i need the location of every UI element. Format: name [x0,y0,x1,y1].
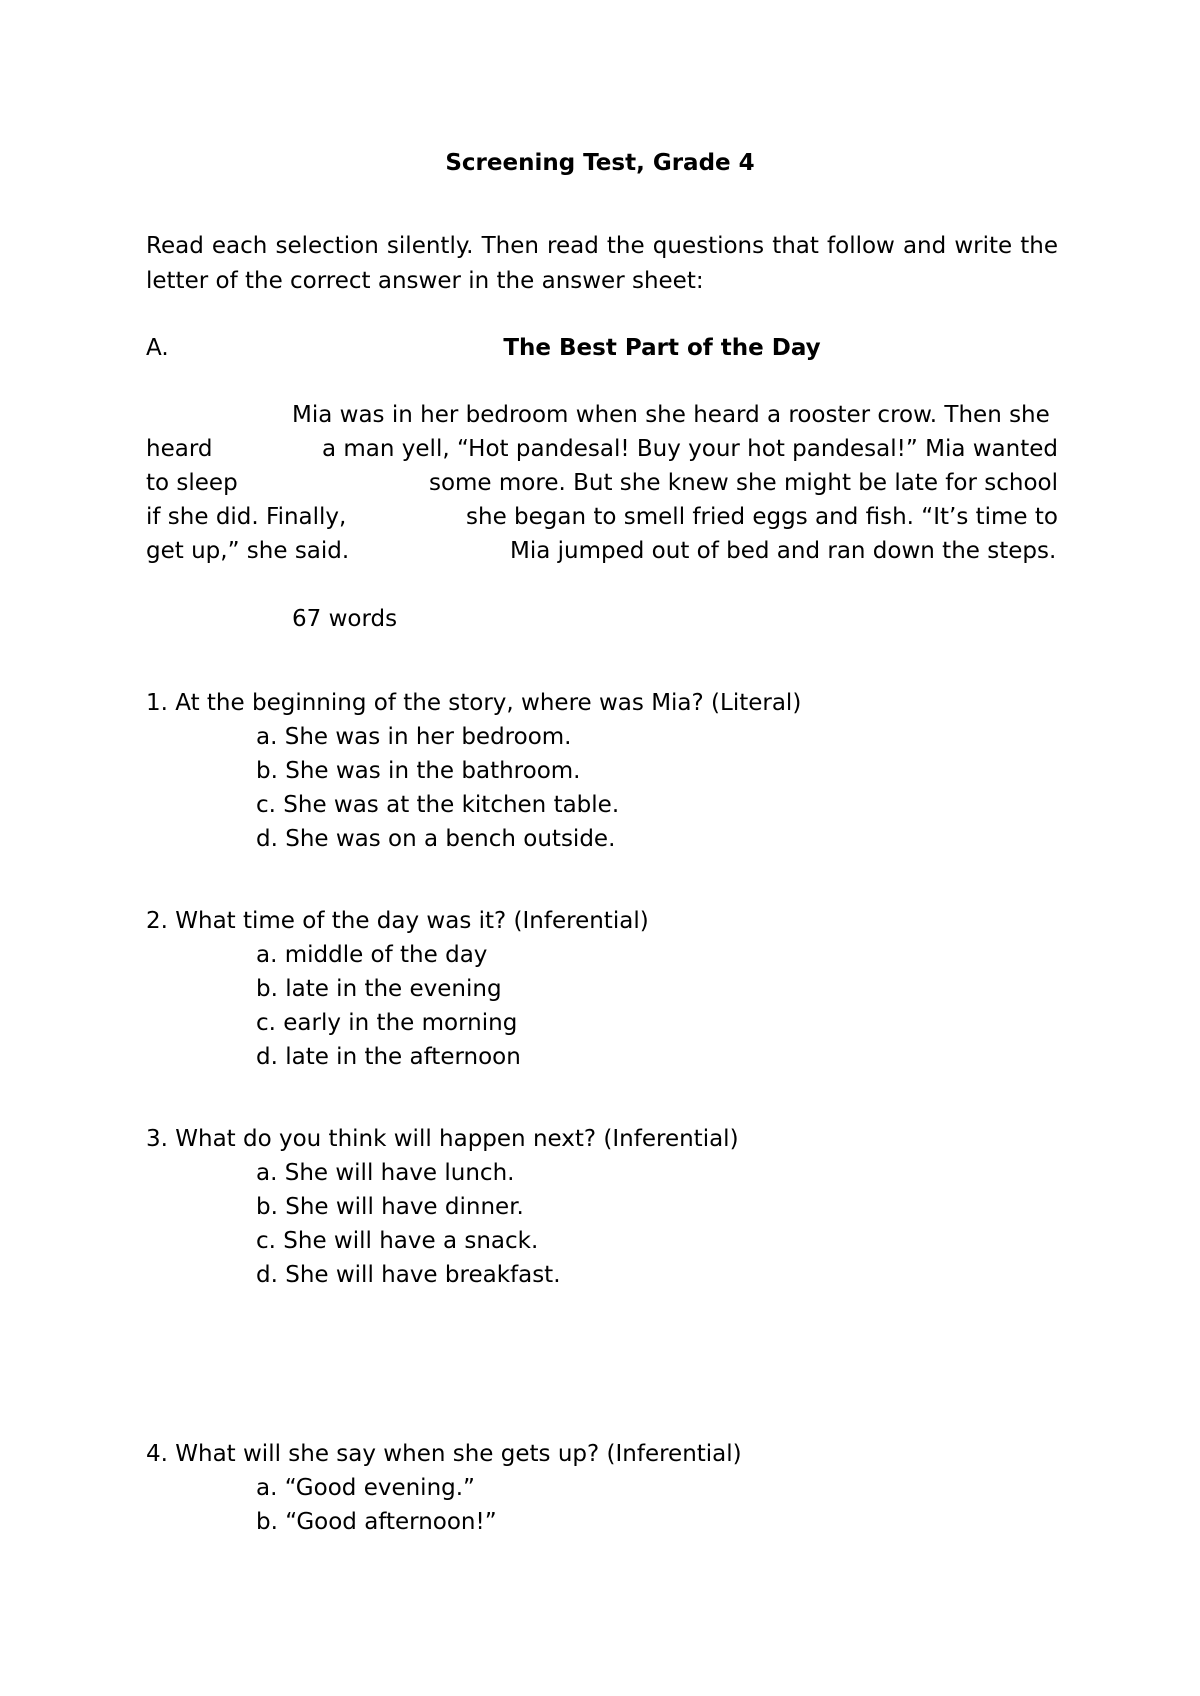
question-4-option-a: a. “Good evening.” [256,1475,475,1501]
question-3-option-c: c. She will have a snack. [256,1228,539,1254]
passage-line-2 [146,438,1058,472]
passage-line-3 [146,472,1058,506]
document-title: Screening Test, Grade 4 [445,150,755,176]
selection-title: The Best Part of the Day [503,335,821,361]
passage-line-4 [146,506,1058,540]
passage-line-5 [146,540,1058,574]
passage-line-5-right: Mia jumped out of bed and ran down the steps. [510,538,1057,564]
question-1-option-b: b. She was in the bathroom. [256,758,581,784]
question-3: 3. What do you think will happen next? (Inferential) [146,1126,739,1152]
passage-line-4-left: if she did. Finally, [146,504,347,530]
question-4-option-b: b. “Good afternoon!” [256,1509,497,1535]
question-3-option-a: a. She will have lunch. [256,1160,515,1186]
question-3-option-b: b. She will have dinner. [256,1194,524,1220]
passage-line-3-right: some more. But she knew she might be late for school [428,470,1058,496]
question-2-option-a: a. middle of the day [256,942,488,968]
passage-line-4-right: she began to smell fried eggs and fish. “It’s time to [466,504,1058,530]
passage-line-2-left: heard [146,436,213,462]
question-1-option-c: c. She was at the kitchen table. [256,792,620,818]
question-2: 2. What time of the day was it? (Inferential) [146,908,649,934]
instructions: Read each selection silently. Then read the questions that follow and write the letter of the correct answer in the answer sheet: [146,233,1058,294]
question-1-option-d: d. She was on a bench outside. [256,826,616,852]
question-4: 4. What will she say when she gets up? (Inferential) [146,1441,742,1467]
passage-line-3-left: to sleep [146,470,238,496]
question-2-option-d: d. late in the afternoon [256,1044,521,1070]
question-1: 1. At the beginning of the story, where was Mia? (Literal) [146,690,802,716]
passage-line-1 [292,404,1058,438]
question-2-option-b: b. late in the evening [256,976,502,1002]
question-1-option-a: a. She was in her bedroom. [256,724,572,750]
question-2-option-c: c. early in the morning [256,1010,518,1036]
passage-line-1-text: Mia was in her bedroom when she heard a rooster crow. Then she [292,402,1050,428]
passage-line-5-left: get up,” she said. [146,538,350,564]
selection-letter: A. [146,335,169,361]
question-3-option-d: d. She will have breakfast. [256,1262,561,1288]
passage-line-2-right: a man yell, “Hot pandesal! Buy your hot pandesal!” Mia wanted [322,436,1058,462]
word-count: 67 words [292,606,398,632]
